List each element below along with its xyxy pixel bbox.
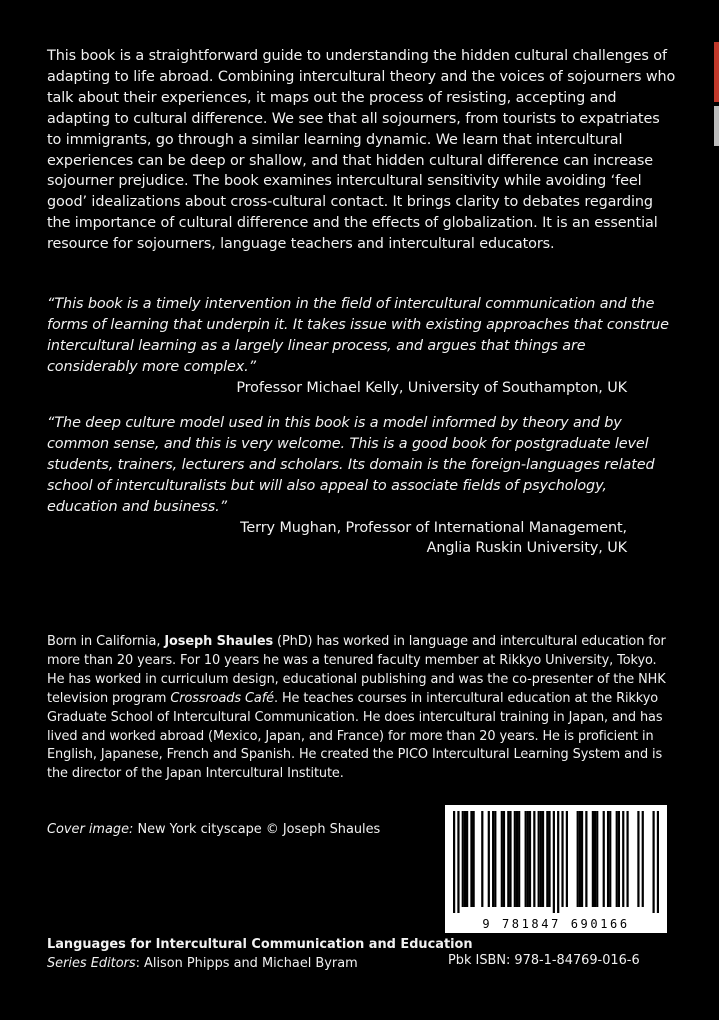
barcode-bar (509, 811, 511, 907)
barcode-bar (516, 811, 518, 907)
series-info (47, 936, 473, 973)
bio-intro: Born in California, (47, 634, 165, 649)
barcode-bar (507, 811, 509, 907)
barcode-bar (464, 811, 466, 907)
barcode-bar (607, 811, 609, 907)
barcode-bar (470, 811, 472, 907)
edge-color-marks (714, 42, 719, 146)
barcode-bar (481, 811, 483, 907)
barcode-bar (525, 811, 527, 907)
barcode-bar (585, 811, 587, 907)
barcode-bar (548, 811, 550, 907)
series-editors: : Alison Phipps and Michael Byram (135, 955, 358, 971)
cover-credit-text: New York cityscape © Joseph Shaules (133, 822, 381, 837)
barcode-bar (626, 811, 628, 907)
barcode-bar (518, 811, 520, 907)
barcode-bar (529, 811, 531, 907)
cover-image-credit (47, 822, 380, 837)
quote-attribution: Terry Mughan, Professor of International Management, (240, 519, 627, 536)
barcode-bar (453, 811, 455, 913)
edge-red-mark (714, 42, 719, 102)
barcode-bar (542, 811, 544, 907)
barcode-bar (596, 811, 598, 907)
barcode-bar (637, 811, 639, 907)
author-name: Joseph Shaules (164, 634, 274, 649)
barcode-bar (501, 811, 503, 907)
barcode-bar (581, 811, 583, 907)
barcode-bar (622, 811, 624, 907)
barcode-digits: 9 781847 690166 (482, 917, 630, 931)
barcode-bar (533, 811, 535, 907)
barcode-bars (453, 811, 659, 913)
barcode-bar (566, 811, 568, 907)
barcode-bar (488, 811, 490, 907)
barcode-bar (579, 811, 581, 907)
barcode-bar (652, 811, 654, 913)
cover-credit-label: Cover image: (47, 822, 134, 837)
barcode-bar (514, 811, 516, 907)
barcode-bar (457, 811, 459, 913)
quote-attribution-affiliation: Anglia Ruskin University, UK (426, 540, 627, 557)
barcode-bar (557, 811, 559, 913)
barcode-bar (618, 811, 620, 907)
barcode-bar (546, 811, 548, 907)
barcode-bar (473, 811, 475, 907)
series-editors-line (47, 955, 473, 974)
barcode-bar (466, 811, 468, 907)
barcode-bar (462, 811, 464, 907)
barcode-bar (553, 811, 555, 913)
review-quote-1 (47, 294, 677, 399)
barcode-bar (561, 811, 563, 907)
series-title: Languages for Intercultural Communication and Education (47, 937, 473, 952)
review-quote-2 (47, 413, 677, 559)
barcode-bar (642, 811, 644, 907)
barcode-bar (540, 811, 542, 907)
book-blurb (47, 46, 677, 255)
isbn-number: Pbk ISBN: 978-1-84769-016-6 (448, 953, 640, 968)
barcode-bar (503, 811, 505, 907)
barcode-bar (538, 811, 540, 907)
barcode-bar (577, 811, 579, 907)
barcode-bar (527, 811, 529, 907)
barcode-bar (603, 811, 605, 907)
barcode-bar (592, 811, 594, 907)
quote-attribution: Professor Michael Kelly, University of Southampton, UK (236, 379, 627, 396)
edge-grey-mark (714, 106, 719, 146)
isbn-barcode (445, 805, 667, 933)
barcode-bar (494, 811, 496, 907)
bio-part2: . He teaches courses in intercultural education at the Rikkyo Graduate School of Intercultural Communication. He does intercultural training in Japan, and has lived and worked abroad (Mexico, Japan, and France) for more than 20 years. He is proficient in English, Japanese, French and Spanish. He created the PICO Intercultural Learning System and is the director of the Japan Intercultural Institute. (47, 690, 663, 782)
bio-part1: (PhD) has worked in language and intercultural education for more than 20 years. For 10 years he was a tenured faculty member at Rikkyo University, Tokyo. He has worked in curriculum design, educational publishing and was the co-presenter of the NHK television program (47, 634, 666, 706)
blurb-text: This book is a straightforward guide to understanding the hidden cultural challenges of adapting to life abroad. Combining intercultural theory and the voices of sojourners who talk about their experiences, it maps out the process of resisting, accepting and adapting to cultural difference. We see that all sojourners, from tourists to expatriates to immigrants, go through a similar learning dynamic. We learn that intercultural experiences can be deep or shallow, and that hidden cultural difference can increase sojourner prejudice. The book examines intercultural sensitivity while avoiding ‘feel good’ idealizations about cross-cultural contact. It brings clarity to debates regarding the importance of cultural difference and the effects of globalization. It is an essential resource for sojourners, language teachers and intercultural educators. (47, 48, 676, 253)
barcode-bar (616, 811, 618, 907)
barcode-bar (609, 811, 611, 907)
program-title: Crossroads Café (170, 690, 274, 706)
author-bio (47, 633, 677, 784)
quote-text: “This book is a timely intervention in the field of intercultural communication and the forms of learning that underpin it. It takes issue with existing approaches that construe intercultural learning as a largely linear process, and argues that things are considerably more complex.” (47, 296, 669, 375)
barcode-bar (657, 811, 659, 913)
barcode-bar (594, 811, 596, 907)
barcode-bar (492, 811, 494, 907)
quote-text: “The deep culture model used in this book is a model informed by theory and by common sense, and this is very welcome. This is a good book for postgraduate level students, trainers, lecturers and scholars. Its domain is the foreign-languages related school of interculturalists but will also appeal to associate fields of psychology, education and business.” (47, 415, 655, 515)
series-editors-label: Series Editors (47, 955, 136, 971)
